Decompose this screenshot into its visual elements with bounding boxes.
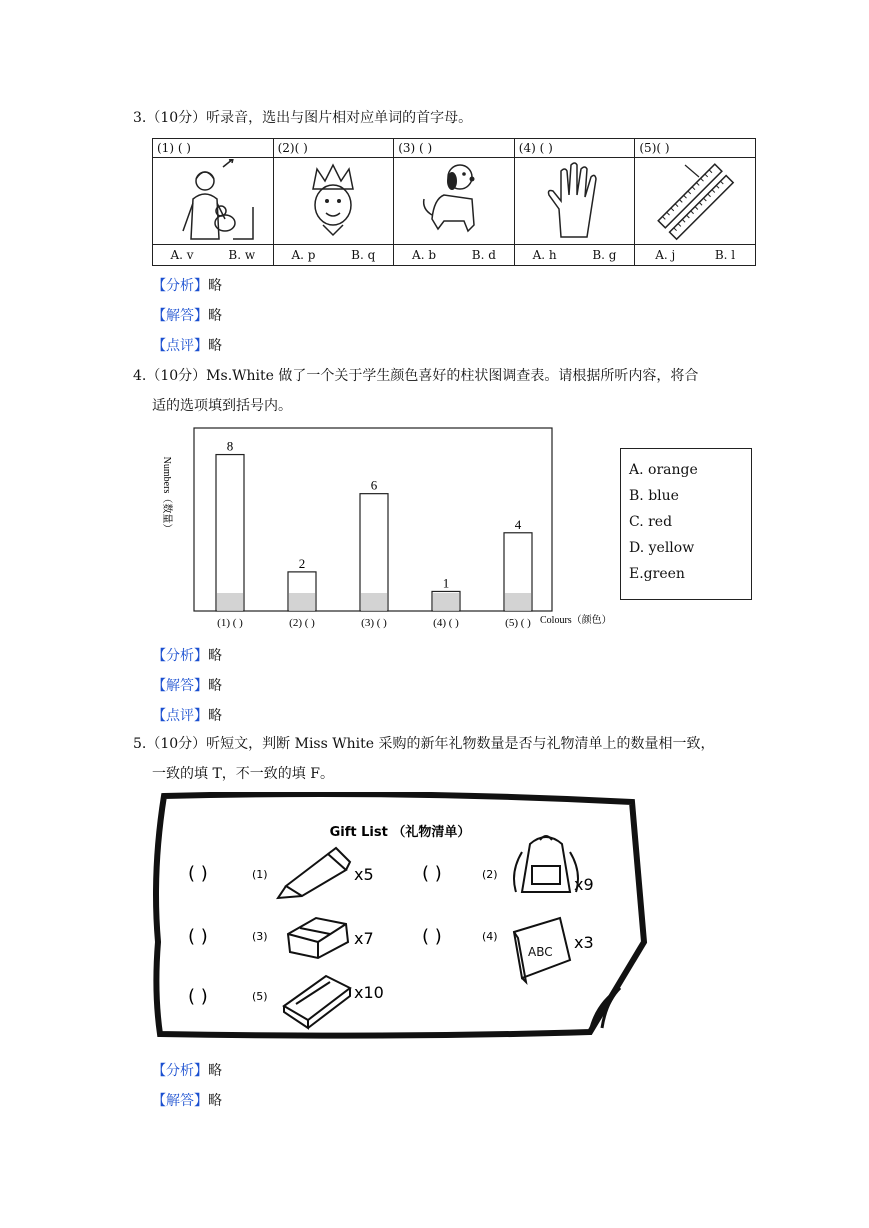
q3-item-label: (2)( )	[274, 139, 394, 158]
gift-blank: ( )	[422, 926, 442, 947]
q3-option-b: B. d	[471, 248, 496, 262]
chart-category-label: (5) ( )	[505, 617, 531, 629]
chart-data-label: 8	[226, 438, 234, 454]
x-axis-label: Colours（颜色）	[540, 615, 612, 626]
q3-comment: 【点评】略	[152, 338, 222, 354]
chart-bar-shading	[217, 593, 243, 611]
q3-item-label: (3) ( )	[394, 139, 514, 158]
chart-bar	[216, 455, 244, 611]
gift-blank: ( )	[422, 863, 442, 884]
gift-list-title: Gift List （礼物清单）	[329, 825, 471, 840]
eraser-icon	[288, 918, 348, 958]
q4-comment: 【点评】略	[152, 708, 222, 724]
q3-item-3	[394, 139, 515, 265]
q3-option-a: A. h	[532, 248, 557, 262]
rulers-icon	[645, 159, 745, 243]
y-axis-label: Numbers（数量）	[161, 456, 172, 534]
q3-item-1	[153, 139, 274, 265]
gift-qty: x3	[574, 933, 594, 952]
book-label: ABC	[528, 945, 553, 959]
chart-category-label: (4) ( )	[433, 617, 459, 629]
chart-bar-shading	[361, 593, 387, 611]
chart-data-label: 2	[298, 555, 306, 571]
chart-data-label: 6	[370, 477, 378, 493]
q3-item-label: (1) ( )	[153, 139, 273, 158]
gift-num: (5)	[252, 990, 268, 1003]
gift-num: (1)	[252, 868, 268, 881]
q3-item-2	[274, 139, 395, 265]
q3-option-b: B. g	[592, 248, 617, 262]
gift-blank: ( )	[188, 926, 208, 947]
gift-qty: x5	[354, 865, 374, 884]
chart-data-label: 1	[442, 575, 450, 591]
gift-num: (2)	[482, 868, 498, 881]
q3-option-b: B. l	[714, 248, 736, 262]
dog-icon	[404, 159, 504, 243]
chart-data-label: 4	[514, 516, 522, 532]
q3-item-4	[515, 139, 636, 265]
hand-icon	[525, 159, 625, 243]
chart-bar-shading	[505, 593, 531, 611]
q4-title-line2: 适的选项填到括号内。	[152, 398, 292, 414]
princess-icon	[283, 159, 383, 243]
q3-option-a: A. v	[170, 248, 194, 262]
q3-item-label: (5)( )	[635, 139, 755, 158]
gift-qty: x9	[574, 875, 594, 894]
q3-item-label: (4) ( )	[515, 139, 635, 158]
legend-item: C. red	[629, 514, 673, 530]
gift-qty: x7	[354, 929, 374, 948]
q5-analysis: 【分析】略	[152, 1063, 222, 1079]
gift-blank: ( )	[188, 863, 208, 884]
legend-item: A. orange	[629, 462, 698, 478]
book-icon	[514, 918, 570, 982]
q3-title: 3.（10分）听录音，选出与图片相对应单词的首字母。	[133, 110, 473, 126]
gift-num: (3)	[252, 930, 268, 943]
q3-picture-table	[152, 138, 756, 266]
q3-option-b: B. q	[351, 248, 376, 262]
pencil-case-icon	[284, 976, 350, 1028]
q4-answer: 【解答】略	[152, 678, 222, 694]
backpack-icon	[514, 836, 578, 892]
chart-category-label: (2) ( )	[289, 617, 315, 629]
chart-bar-shading	[289, 593, 315, 611]
q4-analysis: 【分析】略	[152, 648, 222, 664]
gift-list-paper	[150, 792, 650, 1042]
q3-answer: 【解答】略	[152, 308, 222, 324]
q3-analysis: 【分析】略	[152, 278, 222, 294]
legend-item: B. blue	[629, 488, 679, 504]
q3-option-a: A. b	[412, 248, 437, 262]
gift-blank: ( )	[188, 986, 208, 1007]
q3-item-5	[635, 139, 755, 265]
gift-qty: x10	[354, 983, 384, 1002]
q5-answer: 【解答】略	[152, 1093, 222, 1109]
legend-item: D. yellow	[629, 540, 695, 556]
legend-item: E.green	[629, 566, 685, 582]
chart-bar-shading	[433, 593, 459, 611]
pencil-icon	[278, 848, 350, 898]
chart-category-label: (1) ( )	[217, 617, 243, 629]
q3-option-a: A. p	[291, 248, 316, 262]
q3-option-a: A. j	[655, 248, 676, 262]
color-legend	[620, 448, 752, 600]
chart-category-label: (3) ( )	[361, 617, 387, 629]
q5-title-line1: 5.（10分）听短文，判断 Miss White 采购的新年礼物数量是否与礼物清单上的数量相一致，	[133, 736, 715, 752]
q4-title-line1: 4.（10分）Ms.White 做了一个关于学生颜色喜好的柱状图调查表。请根据所听内容，将合	[133, 368, 699, 384]
q5-title-line2: 一致的填 T，不一致的填 F。	[152, 766, 334, 782]
woman-with-dog-icon	[163, 159, 263, 243]
gift-num: (4)	[482, 930, 498, 943]
q3-option-b: B. w	[228, 248, 256, 262]
